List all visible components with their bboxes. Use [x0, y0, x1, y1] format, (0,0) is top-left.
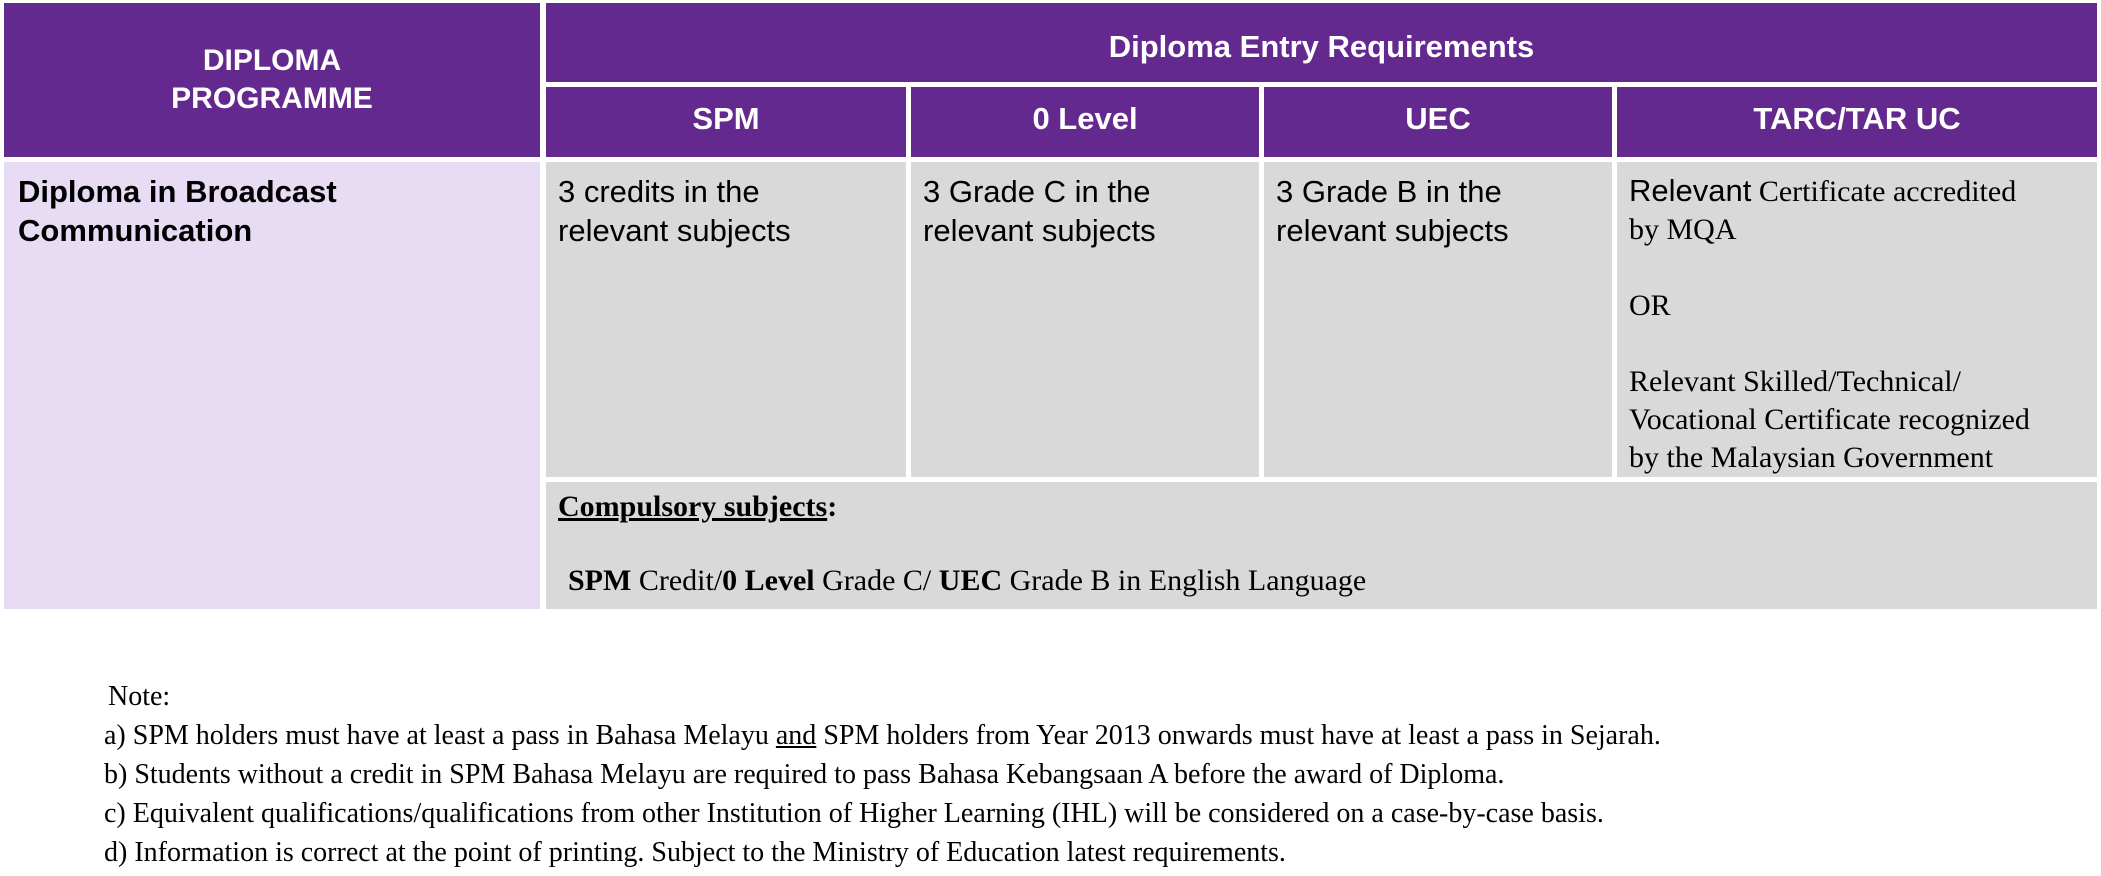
- note-a-underline: and: [775, 720, 817, 751]
- compulsory-subjects-heading: [558, 490, 2085, 524]
- compulsory-subjects-line: [558, 564, 2085, 598]
- compulsory-spm-label: SPM: [568, 564, 632, 597]
- column-header-tarc: TARC/TAR UC: [1617, 87, 2097, 157]
- spm-requirement-line1: 3 credits in the: [558, 174, 760, 209]
- programme-name-cell: [4, 157, 546, 609]
- note-a-post: SPM holders from Year 2013 onwards must have at least a pass in Sejarah.: [816, 720, 1661, 751]
- compulsory-subjects-label: Compulsory subjects: [558, 490, 828, 523]
- notes-section: [104, 677, 1661, 872]
- programme-header-line1: DIPLOMA: [202, 44, 342, 77]
- uec-requirement-cell: [1264, 157, 1617, 477]
- compulsory-subjects-cell: [546, 477, 2097, 609]
- note-a: [104, 716, 1661, 755]
- tarc-or: OR: [1629, 289, 1671, 322]
- spm-requirement-line2: relevant subjects: [558, 213, 791, 248]
- tarc-paragraph-1-lead: Relevant: [1629, 173, 1752, 208]
- note-c: c) Equivalent qualifications/qualifications from other Institution of Higher Learning (IHL) will be considered on a case-by-case basis.: [104, 798, 1604, 829]
- o-level-requirement-line1: 3 Grade C in the: [923, 174, 1151, 209]
- programme-name-line1: Diploma in Broadcast: [18, 174, 337, 209]
- programme-name-line2: Communication: [18, 213, 253, 248]
- notes-title: Note:: [108, 681, 171, 712]
- column-header-uec: UEC: [1264, 87, 1617, 157]
- compulsory-subjects-colon: :: [827, 490, 838, 523]
- tarc-paragraph-1-rest: Certificate accredited: [1751, 175, 2017, 208]
- tarc-requirement-cell: [1617, 157, 2097, 477]
- uec-requirement-line2: relevant subjects: [1276, 213, 1509, 248]
- tarc-paragraph-3-line1: Relevant Skilled/Technical/: [1629, 365, 1961, 398]
- o-level-requirement-line2: relevant subjects: [923, 213, 1156, 248]
- compulsory-olevel-label: 0 Level: [722, 564, 815, 597]
- spm-requirement-cell: [546, 157, 911, 477]
- column-header-spm: SPM: [546, 87, 911, 157]
- note-d: d) Information is correct at the point of printing. Subject to the Ministry of Education latest requirements.: [104, 837, 1286, 868]
- note-b: b) Students without a credit in SPM Bahasa Melayu are required to pass Bahasa Kebangsaan A before the award of Diploma.: [104, 759, 1505, 790]
- o-level-requirement-cell: [911, 157, 1264, 477]
- programme-column-header: [4, 3, 546, 157]
- compulsory-uec-label: UEC: [938, 564, 1003, 597]
- tarc-paragraph-3-line2: Vocational Certificate recognized: [1629, 403, 2030, 436]
- programme-header-line2: PROGRAMME: [171, 82, 373, 115]
- tarc-paragraph-3: [1629, 363, 2085, 477]
- compulsory-olevel-text: Grade C/: [814, 564, 939, 597]
- entry-requirements-table: [4, 3, 2097, 609]
- compulsory-uec-text: Grade B in English Language: [1002, 564, 1367, 597]
- uec-requirement-line1: 3 Grade B in the: [1276, 174, 1502, 209]
- tarc-paragraph-1: [1629, 172, 2085, 249]
- column-header-o-level: 0 Level: [911, 87, 1264, 157]
- requirements-group-header: Diploma Entry Requirements: [546, 3, 2097, 87]
- tarc-paragraph-3-line3: by the Malaysian Government: [1629, 441, 1994, 474]
- note-a-pre: a) SPM holders must have at least a pass in Bahasa Melayu: [104, 720, 776, 751]
- compulsory-spm-text: Credit/: [631, 564, 723, 597]
- tarc-paragraph-1-line2: by MQA: [1629, 213, 1737, 246]
